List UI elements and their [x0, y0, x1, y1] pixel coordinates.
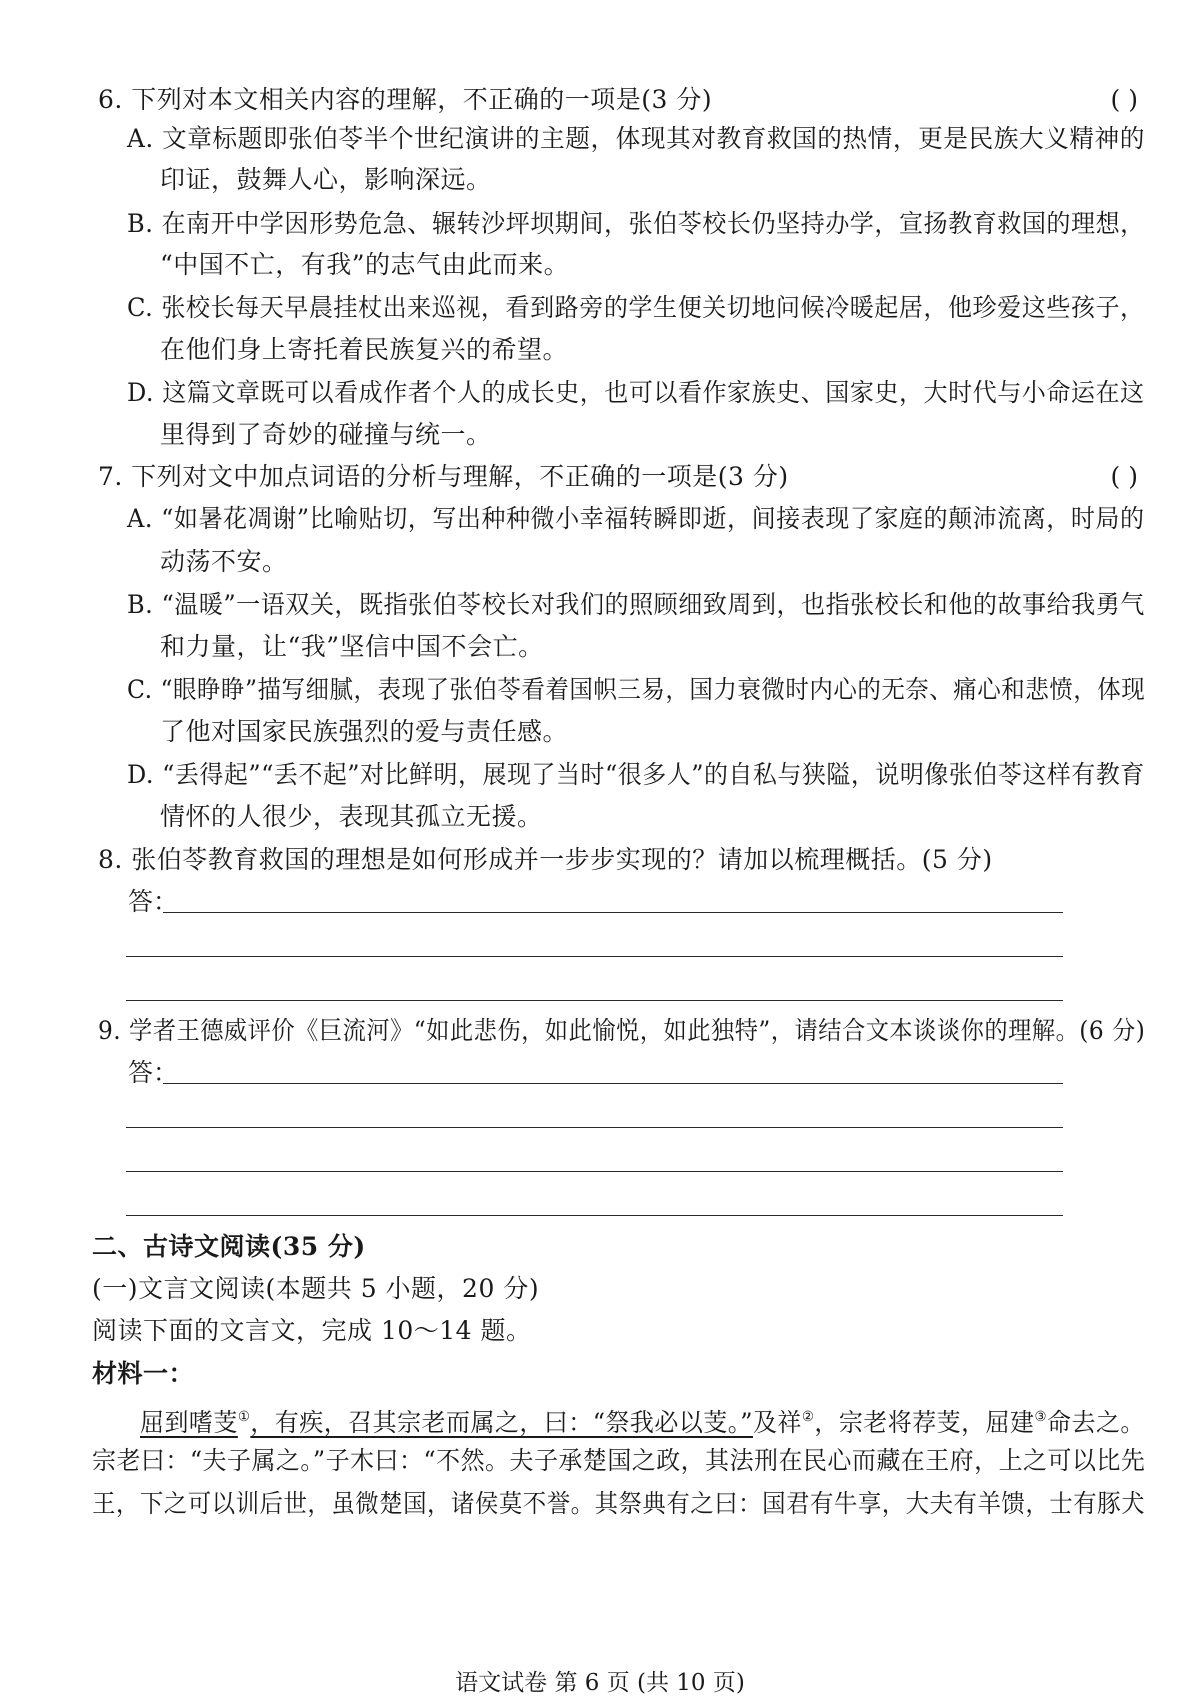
section2-subtitle: (一)文言文阅读(本题共 5 小题，20 分) [92, 1274, 540, 1303]
q7-option-a: A. “如暑花凋谢”比喻贴切，写出种种微小幸福转瞬即逝，间接表现了家庭的颠沛流离，时局的 [127, 504, 1145, 533]
q6-option-d-cont: 里得到了奇妙的碰撞与统一。 [160, 420, 492, 449]
passage-text-1d: ，宗老将荐芰，屈建 [814, 1408, 1035, 1437]
passage-underlined-1b: ，有疾，召其宗老而属之，曰：“祭我必以芰。” [250, 1408, 753, 1437]
q6-answer-paren[interactable]: ( ) [1110, 85, 1138, 114]
note-marker-1: ① [237, 1409, 251, 1425]
passage-line-2: 宗老曰：“夫子属之。”子木曰：“不然。夫子承楚国之政，其法刑在民心而藏在王府，上之可以比先 [92, 1446, 1146, 1475]
q7-option-a-cont: 动荡不安。 [160, 547, 288, 576]
q6-option-d: D. 这篇文章既可以看成作者个人的成长史，也可以看作家族史、国家史，大时代与小命运在这 [127, 378, 1145, 407]
note-marker-2: ② [801, 1409, 815, 1425]
q7-answer-paren[interactable]: ( ) [1110, 462, 1138, 491]
q7-stem: 7. 下列对文中加点词语的分析与理解，不正确的一项是(3 分) [98, 462, 789, 491]
q6-option-c-cont: 在他们身上寄托着民族复兴的希望。 [160, 335, 569, 364]
q7-option-d: D. “丢得起”“丢不起”对比鲜明，展现了当时“很多人”的自私与狭隘，说明像张伯苓这样有教育 [127, 760, 1145, 789]
passage-text-1c: 及祥 [752, 1408, 802, 1437]
note-marker-3: ③ [1034, 1409, 1048, 1425]
q9-answer-line-3[interactable] [126, 1171, 1063, 1172]
q9-answer-label: 答： [128, 1058, 179, 1087]
q6-stem: 6. 下列对本文相关内容的理解，不正确的一项是(3 分) [98, 85, 713, 114]
q9-answer-line-2[interactable] [126, 1127, 1063, 1128]
q8-answer-label: 答： [128, 887, 179, 916]
q8-answer-line-1[interactable] [163, 912, 1063, 913]
q7-option-b-cont: 和力量，让“我”坚信中国不会亡。 [160, 632, 544, 661]
q6-option-a: A. 文章标题即张伯苓半个世纪演讲的主题，体现其对教育救国的热情，更是民族大义精神的 [127, 124, 1145, 153]
q9-stem: 9. 学者王德威评价《巨流河》“如此悲伤，如此愉悦，如此独特”，请结合文本谈谈你的理解。(6 分) [98, 1016, 1146, 1045]
q6-option-b: B. 在南开中学因形势危急、辗转沙坪坝期间，张伯苓校长仍坚持办学，宣扬教育救国的理想， [127, 209, 1145, 238]
passage-line-3: 王，下之可以训后世，虽微楚国，诸侯莫不誉。其祭典有之曰：国君有牛享，大夫有羊馈，士有豚犬 [92, 1489, 1146, 1518]
section2-title: 二、古诗文阅读(35 分) [92, 1232, 366, 1261]
section2-instruction: 阅读下面的文言文，完成 10～14 题。 [92, 1316, 532, 1345]
passage-text-1e: 命去之。 [1047, 1408, 1145, 1437]
material-1-label: 材料一： [92, 1359, 195, 1388]
q8-answer-line-3[interactable] [126, 1000, 1063, 1001]
q9-answer-line-4[interactable] [126, 1215, 1063, 1216]
passage-underlined-1a: 屈到嗜芰 [140, 1408, 238, 1437]
passage-line-1 [140, 1401, 1145, 1439]
q6-option-a-cont: 印证，鼓舞人心，影响深远。 [160, 165, 492, 194]
q6-option-b-cont: “中国不亡，有我”的志气由此而来。 [160, 250, 570, 279]
q7-option-b: B. “温暖”一语双关，既指张伯苓校长对我们的照顾细致周到，也指张校长和他的故事给我勇气 [127, 590, 1145, 619]
q8-answer-line-2[interactable] [126, 956, 1063, 957]
q7-option-c-cont: 了他对国家民族强烈的爱与责任感。 [160, 717, 569, 746]
q7-option-c: C. “眼睁睁”描写细腻，表现了张伯苓看着国帜三易，国力衰微时内心的无奈、痛心和悲愤，体现 [127, 675, 1146, 704]
q6-option-c: C. 张校长每天早晨挂杖出来巡视，看到路旁的学生便关切地问候冷暖起居，他珍爱这些孩子， [127, 293, 1145, 322]
q7-option-d-cont: 情怀的人很少，表现其孤立无援。 [160, 802, 543, 831]
page-footer: 语文试卷 第 6 页 (共 10 页) [455, 1670, 745, 1696]
q9-answer-line-1[interactable] [163, 1083, 1063, 1084]
q8-stem: 8. 张伯苓教育救国的理想是如何形成并一步步实现的？请加以梳理概括。(5 分) [98, 845, 993, 874]
